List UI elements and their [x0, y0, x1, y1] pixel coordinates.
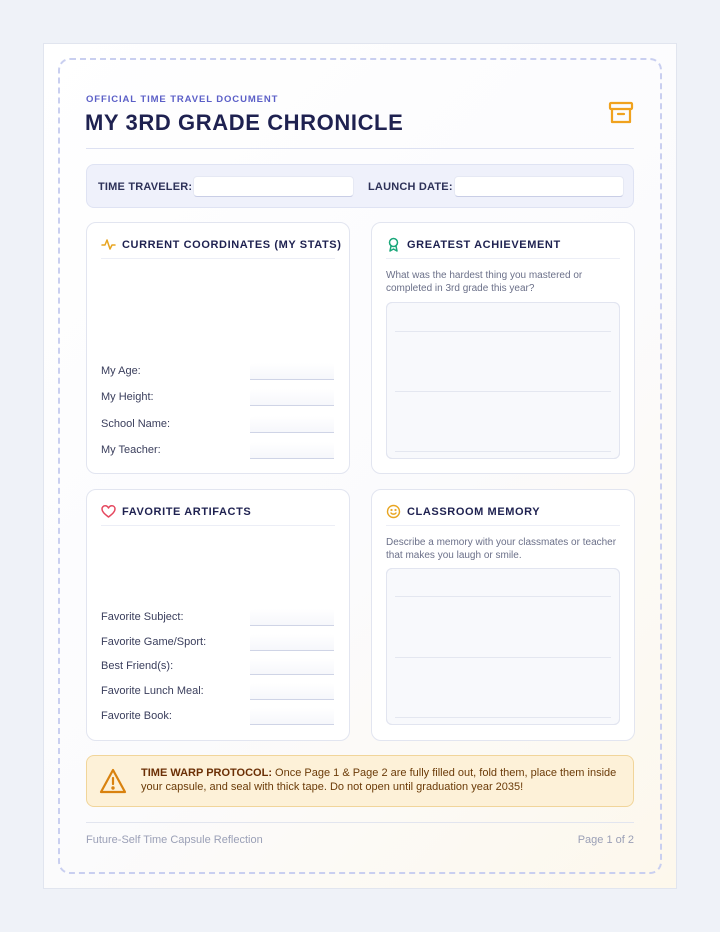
- artifact-field-book[interactable]: [250, 708, 334, 725]
- answer-rule: [395, 657, 611, 658]
- answer-rule: [395, 717, 611, 718]
- artifacts-heading: FAVORITE ARTIFACTS: [122, 506, 252, 518]
- stat-field-teacher[interactable]: [250, 442, 334, 459]
- stat-field-height[interactable]: [250, 389, 334, 406]
- artifact-field-game[interactable]: [250, 634, 334, 651]
- artifacts-card: [86, 489, 350, 741]
- activity-pulse-icon: [101, 237, 116, 252]
- stat-label-school: School Name:: [101, 418, 171, 430]
- answer-rule: [395, 391, 611, 392]
- launch-date-label: LAUNCH DATE:: [368, 181, 453, 193]
- protocol-title: TIME WARP PROTOCOL:: [141, 767, 272, 779]
- launch-date-field[interactable]: [454, 176, 624, 197]
- document-page: [43, 43, 677, 889]
- artifact-field-lunch[interactable]: [250, 683, 334, 700]
- memory-answer-lines: [386, 568, 620, 725]
- footer-page-number: Page 1 of 2: [577, 834, 634, 846]
- smile-face-icon: [386, 504, 401, 519]
- archive-box-icon: [607, 99, 635, 127]
- footer-divider: [86, 822, 634, 823]
- achievement-card: [371, 222, 635, 474]
- answer-rule: [395, 451, 611, 452]
- traveler-name-field[interactable]: [193, 176, 354, 197]
- protocol-body: Once Page 1 & Page 2 are fully filled out, fold them, place them inside your capsule, and seal with thick tape. Do not open until graduation year 2035!: [141, 767, 617, 793]
- stats-card-header: [101, 237, 342, 259]
- document-kicker: OFFICIAL TIME TRAVEL DOCUMENT: [86, 94, 279, 105]
- artifacts-card-header: [101, 504, 335, 526]
- stat-label-height: My Height:: [101, 391, 154, 403]
- header-divider: [86, 148, 634, 149]
- page-title: MY 3RD GRADE CHRONICLE: [85, 110, 404, 135]
- achievement-answer-lines: [386, 302, 620, 459]
- traveler-label: TIME TRAVELER:: [98, 181, 193, 193]
- stats-heading: CURRENT COORDINATES (MY STATS): [122, 239, 342, 251]
- stats-card: [86, 222, 350, 474]
- achievement-heading: GREATEST ACHIEVEMENT: [407, 239, 561, 251]
- protocol-text: [141, 767, 627, 794]
- answer-rule: [395, 331, 611, 332]
- warning-triangle-icon: [99, 768, 127, 794]
- artifact-label-book: Favorite Book:: [101, 710, 172, 722]
- award-ribbon-icon: [386, 237, 401, 252]
- stat-label-age: My Age:: [101, 365, 141, 377]
- achievement-card-header: [386, 237, 620, 259]
- memory-card-header: [386, 504, 620, 526]
- traveler-info-bar: [86, 164, 634, 208]
- time-warp-protocol-notice: [86, 755, 634, 807]
- artifact-label-subject: Favorite Subject:: [101, 611, 184, 623]
- memory-heading: CLASSROOM MEMORY: [407, 506, 541, 518]
- artifact-field-friends[interactable]: [250, 658, 334, 675]
- artifact-label-lunch: Favorite Lunch Meal:: [101, 685, 204, 697]
- achievement-prompt: What was the hardest thing you mastered or completed in 3rd grade this year?: [386, 270, 583, 294]
- artifact-label-game: Favorite Game/Sport:: [101, 636, 207, 648]
- answer-rule: [395, 596, 611, 597]
- artifact-field-subject[interactable]: [250, 609, 334, 626]
- stat-label-teacher: My Teacher:: [101, 444, 161, 456]
- memory-card: [371, 489, 635, 741]
- footer-document-name: Future-Self Time Capsule Reflection: [86, 834, 263, 846]
- stat-field-school[interactable]: [250, 416, 334, 433]
- artifact-label-friends: Best Friend(s):: [101, 660, 174, 672]
- stat-field-age[interactable]: [250, 363, 334, 380]
- memory-prompt: Describe a memory with your classmates or teacher that makes you laugh or smile.: [386, 537, 617, 561]
- heart-icon: [101, 504, 116, 519]
